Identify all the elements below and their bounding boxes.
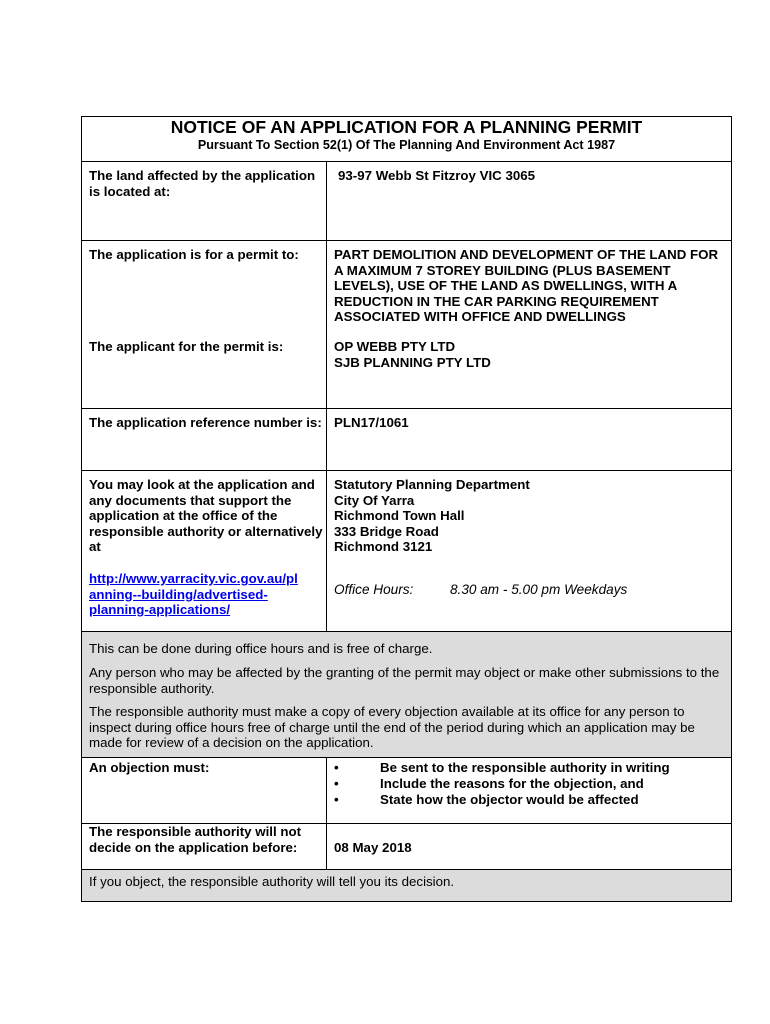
website-link-block bbox=[89, 571, 324, 618]
notice-subtitle: Pursuant To Section 52(1) Of The Planning And Environment Act 1987 bbox=[197, 138, 616, 152]
reference-label: The application reference number is: bbox=[89, 415, 322, 430]
office-hours-label: Office Hours: bbox=[334, 582, 414, 597]
column-divider bbox=[326, 409, 327, 470]
applicant-name-1: OP WEBB PTY LTD bbox=[334, 339, 456, 354]
planning-notice bbox=[81, 116, 732, 902]
bullet-icon: • bbox=[334, 776, 339, 791]
website-link-line-2: anning--building/advertised- bbox=[89, 586, 268, 602]
notice-title: NOTICE OF AN APPLICATION FOR A PLANNING PERMIT bbox=[170, 117, 643, 137]
column-divider bbox=[326, 758, 327, 823]
website-link[interactable] bbox=[89, 571, 298, 617]
footer-text: If you object, the responsible authority will tell you its decision. bbox=[89, 874, 455, 889]
website-link-line-3: planning-applications/ bbox=[89, 602, 231, 618]
objection-requirement-text: Include the reasons for the objection, and bbox=[380, 776, 644, 791]
objection-requirement-text: State how the objector would be affected bbox=[380, 792, 639, 807]
column-divider bbox=[326, 471, 327, 631]
office-hours-value: 8.30 am - 5.00 pm Weekdays bbox=[450, 582, 628, 597]
decision-date: 08 May 2018 bbox=[334, 840, 412, 855]
website-link-line-1: http://www.yarracity.vic.gov.au/pl bbox=[89, 571, 298, 586]
applicant-name-2: SJB PLANNING PTY LTD bbox=[334, 355, 491, 370]
column-divider bbox=[326, 241, 327, 408]
land-address: 93-97 Webb St Fitzroy VIC 3065 bbox=[338, 168, 536, 183]
office-line: City Of Yarra bbox=[334, 492, 415, 508]
objection-row bbox=[82, 758, 731, 824]
office-line: 333 Bridge Road bbox=[334, 523, 439, 539]
reference-number: PLN17/1061 bbox=[334, 415, 409, 430]
column-divider bbox=[326, 824, 327, 869]
permit-row bbox=[82, 241, 731, 409]
permit-description: PART DEMOLITION AND DEVELOPMENT OF THE LAND FOR A MAXIMUM 7 STOREY BUILDING (PLUS BASEMENT LEVELS), USE OF THE LAND AS DWELLINGS, WITH A REDUCTION IN THE CAR PARKING REQUIREMENT ASSOCIATED WITH OFFICE AND DWELLINGS bbox=[334, 247, 719, 325]
footer-block bbox=[82, 870, 731, 901]
info-paragraph-2: Any person who may be affected by the granting of the permit may object or make other submissions to the responsible authority. bbox=[89, 665, 720, 696]
permit-label: The application is for a permit to: bbox=[89, 247, 299, 262]
office-line: Richmond Town Hall bbox=[334, 508, 465, 524]
info-paragraph-1: This can be done during office hours and is free of charge. bbox=[89, 641, 433, 656]
info-paragraph-3: The responsible authority must make a copy of every objection available at its office for any person to inspect during office hours free of charge until the end of the period during which an application may be made for review of a decision on the application. bbox=[89, 704, 695, 751]
column-divider bbox=[326, 162, 327, 240]
objection-label: An objection must: bbox=[89, 760, 210, 775]
office-address bbox=[334, 477, 729, 555]
decision-row bbox=[82, 824, 731, 870]
office-line: Richmond 3121 bbox=[334, 539, 433, 555]
bullet-icon: • bbox=[334, 792, 339, 807]
bullet-icon: • bbox=[334, 760, 339, 775]
reference-row bbox=[82, 409, 731, 471]
objection-requirement-text: Be sent to the responsible authority in writing bbox=[380, 760, 670, 775]
info-block bbox=[82, 632, 731, 758]
decision-label: The responsible authority will not decide on the application before: bbox=[89, 824, 302, 855]
inspection-label: You may look at the application and any documents that support the application at the office of the responsible authority or alternatively at bbox=[89, 477, 323, 555]
inspection-row bbox=[82, 471, 731, 632]
land-row bbox=[82, 162, 731, 241]
office-line: Statutory Planning Department bbox=[334, 477, 530, 492]
notice-header bbox=[82, 117, 731, 162]
applicant-label: The applicant for the permit is: bbox=[89, 339, 284, 354]
land-label: The land affected by the application is located at: bbox=[89, 168, 316, 199]
